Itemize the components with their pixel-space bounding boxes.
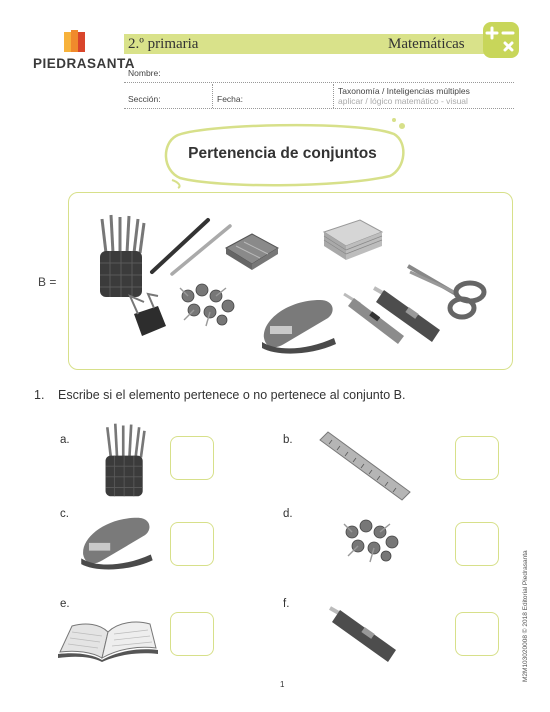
sticky-notes-icon	[320, 214, 386, 264]
item-letter-b: b.	[283, 434, 293, 446]
item-letter-a: a.	[60, 434, 70, 446]
binder-clip-icon	[124, 292, 170, 342]
name-label: Nombre:	[128, 68, 161, 78]
item-letter-e: e.	[60, 598, 70, 610]
set-label: B =	[38, 275, 57, 289]
push-pins-icon	[176, 282, 238, 328]
item-letter-c: c.	[60, 508, 69, 520]
date-label: Fecha:	[217, 94, 243, 104]
box-cutter-icon	[326, 606, 402, 666]
brand-name: PIEDRASANTA	[33, 56, 136, 71]
item-letter-d: d.	[283, 508, 293, 520]
stapler-icon	[76, 512, 156, 568]
side-code: M2M103020008 © 2018 Editorial Piedrasanta	[522, 550, 529, 682]
question-number: 1.	[34, 388, 45, 402]
answer-box-a[interactable]	[170, 436, 214, 480]
taxonomy-value: aplicar / lógico matemático - visual	[338, 96, 468, 106]
page-title: Pertenencia de conjuntos	[188, 145, 377, 162]
page-number: 1	[280, 680, 285, 689]
staples-icon	[222, 226, 282, 272]
stapler-icon	[258, 294, 338, 352]
push-pins-icon	[340, 518, 402, 564]
answer-box-e[interactable]	[170, 612, 214, 656]
name-line[interactable]	[124, 82, 514, 83]
answer-box-c[interactable]	[170, 522, 214, 566]
answer-box-f[interactable]	[455, 612, 499, 656]
section-line	[124, 108, 514, 109]
item-letter-f: f.	[283, 598, 290, 610]
open-book-icon	[58, 618, 158, 662]
answer-box-b[interactable]	[455, 436, 499, 480]
section-label: Sección:	[128, 94, 161, 104]
box-cutter-large-icon	[372, 286, 444, 346]
divider	[333, 84, 334, 108]
question-text: Escribe si el elemento pertenece o no pertenece al conjunto B.	[58, 388, 406, 402]
pencil-cup-icon	[96, 213, 148, 299]
grade-label: 2.º primaria	[128, 36, 199, 52]
piedrasanta-logo-icon	[62, 28, 88, 56]
taxonomy-label: Taxonomía / Inteligencias múltiples	[338, 86, 470, 96]
pencil-cup-icon	[102, 420, 148, 500]
divider	[212, 84, 213, 108]
ruler-icon	[318, 430, 412, 502]
math-operators-icon	[483, 22, 519, 58]
subject-label: Matemáticas	[388, 36, 465, 52]
answer-box-d[interactable]	[455, 522, 499, 566]
